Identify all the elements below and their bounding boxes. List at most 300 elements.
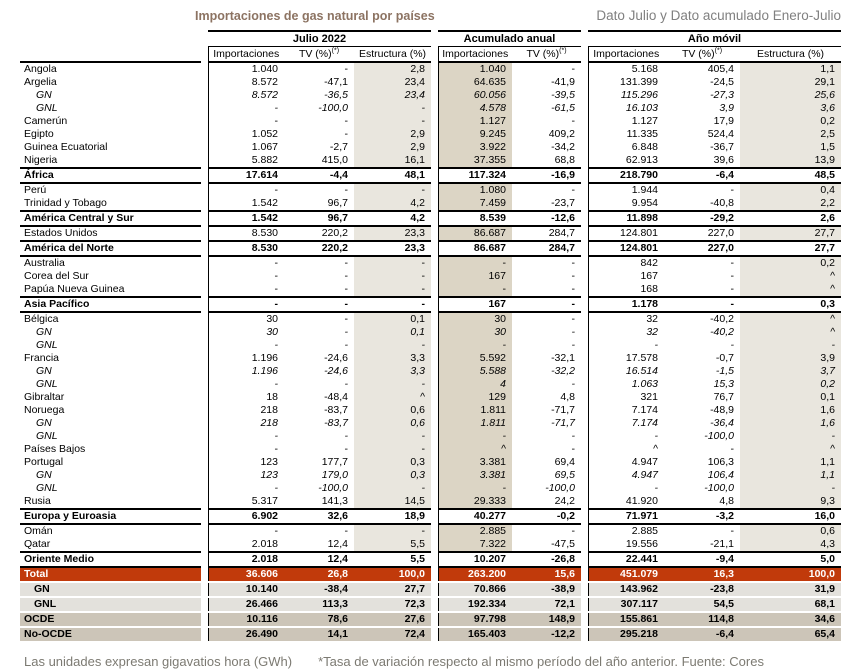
cell: 78,6 <box>284 612 354 627</box>
group-gap <box>581 597 588 612</box>
table-row <box>20 378 841 391</box>
cell: -36,4 <box>710 417 734 429</box>
cell: 69,4 <box>554 456 575 468</box>
cell: -26,8 <box>512 552 581 567</box>
row-label: GN <box>36 469 52 481</box>
cell: - <box>354 443 431 456</box>
cell: 409,2 <box>548 128 575 140</box>
cell: -0,2 <box>512 509 581 524</box>
cell: 23,3 <box>354 241 431 256</box>
group-gap <box>431 312 438 326</box>
table-row <box>20 597 841 612</box>
cell: 405,4 <box>707 63 734 75</box>
cell: - <box>571 378 575 390</box>
group-gap <box>431 102 438 115</box>
cell: 86.687 <box>438 241 512 256</box>
group-gap <box>431 582 438 597</box>
col-header-tv <box>664 47 740 63</box>
cell: -27,3 <box>710 89 734 101</box>
column-header-row <box>20 47 841 63</box>
cell: - <box>344 115 348 127</box>
group-gap <box>581 404 588 417</box>
cell: 0,2 <box>740 378 841 391</box>
cell: - <box>344 525 348 537</box>
cell: 39,6 <box>713 154 734 166</box>
row-label: Estados Unidos <box>24 227 98 239</box>
cell: 1.542 <box>208 197 284 211</box>
cell: 64.635 <box>438 76 512 89</box>
cell: 295.218 <box>588 627 664 641</box>
cell: 5.588 <box>438 365 512 378</box>
cell: 2.885 <box>588 524 664 538</box>
table-row <box>20 495 841 509</box>
group-gap <box>581 141 588 154</box>
cell: 1.052 <box>208 128 284 141</box>
cell: 18 <box>208 391 284 404</box>
cell: 1,6 <box>740 404 841 417</box>
cell: 13,9 <box>740 154 841 168</box>
cell: - <box>354 283 431 297</box>
cell: - <box>588 482 664 495</box>
cell: 27,7 <box>740 226 841 241</box>
group-gap <box>431 404 438 417</box>
cell: 2,8 <box>354 62 431 76</box>
tv-footnote-marker: (*) <box>331 47 340 55</box>
cell: - <box>438 339 512 352</box>
group-gap <box>201 443 208 456</box>
cell: - <box>344 326 348 338</box>
group-gap <box>431 89 438 102</box>
cell: 29.333 <box>438 495 512 509</box>
group-gap <box>201 102 208 115</box>
group-gap <box>201 482 208 495</box>
row-label: Egipto <box>24 128 54 140</box>
cell: -32,1 <box>551 352 575 364</box>
group-gap <box>431 524 438 538</box>
row-label: Omán <box>24 525 53 537</box>
col-header-tv <box>284 47 354 63</box>
cell: 17.614 <box>208 168 284 183</box>
cell: -38,4 <box>284 582 354 597</box>
cell: 5.882 <box>208 154 284 168</box>
cell: 40.277 <box>438 509 512 524</box>
cell: -61,5 <box>551 102 575 114</box>
cell: - <box>571 430 575 442</box>
group-gap <box>431 154 438 168</box>
cell: 23,4 <box>354 89 431 102</box>
group-gap <box>431 597 438 612</box>
group-gap <box>431 62 438 76</box>
cell: ^ <box>740 283 841 297</box>
cell: 2.018 <box>208 552 284 567</box>
cell: 5.168 <box>588 62 664 76</box>
cell: -41,9 <box>551 76 575 88</box>
cell: 5,5 <box>354 538 431 552</box>
cell: - <box>354 183 431 197</box>
group-gap <box>581 339 588 352</box>
group-gap <box>201 154 208 168</box>
cell: - <box>354 378 431 391</box>
name-column-header <box>20 47 201 63</box>
cell: 72,3 <box>354 597 431 612</box>
cell: -0,7 <box>715 352 734 364</box>
row-label: África <box>20 168 201 183</box>
cell: 3.381 <box>438 469 512 482</box>
group-gap <box>581 31 588 47</box>
group-header-julio: Julio 2022 <box>208 31 431 47</box>
cell: 97.798 <box>438 612 512 627</box>
cell: 60.056 <box>438 89 512 102</box>
col-header-estructura: Estructura (%) <box>354 47 431 63</box>
cell: 5.592 <box>438 352 512 365</box>
group-gap <box>431 326 438 339</box>
cell: ^ <box>740 326 841 339</box>
group-gap <box>431 365 438 378</box>
cell: -100,0 <box>318 102 348 114</box>
cell: 7.174 <box>588 417 664 430</box>
col-header-tv <box>512 47 581 63</box>
cell: 31,9 <box>740 582 841 597</box>
group-gap <box>201 297 208 312</box>
cell: 0,3 <box>740 297 841 312</box>
cell: 0,6 <box>354 417 431 430</box>
cell: 1,1 <box>740 62 841 76</box>
row-label: América del Norte <box>20 241 201 256</box>
cell: 321 <box>588 391 664 404</box>
group-gap <box>581 538 588 552</box>
cell: 1,1 <box>740 456 841 469</box>
cell: - <box>740 482 841 495</box>
group-gap <box>581 612 588 627</box>
group-gap <box>201 552 208 567</box>
row-label: Europa y Euroasia <box>20 509 201 524</box>
cell: 26,8 <box>284 567 354 582</box>
table-row <box>20 404 841 417</box>
cell: 218.790 <box>588 168 664 183</box>
cell: 27,7 <box>740 241 841 256</box>
cell: 6.848 <box>588 141 664 154</box>
group-gap <box>201 62 208 76</box>
cell: 11.335 <box>588 128 664 141</box>
group-gap <box>431 297 438 312</box>
cell: 415,0 <box>321 154 348 166</box>
group-gap <box>201 456 208 469</box>
group-gap <box>581 62 588 76</box>
row-label: Perú <box>24 184 47 196</box>
cell: 124.801 <box>588 226 664 241</box>
table-row <box>20 365 841 378</box>
cell: 10.207 <box>438 552 512 567</box>
cell: 16.103 <box>588 102 664 115</box>
cell: - <box>354 430 431 443</box>
cell: 0,1 <box>740 391 841 404</box>
cell: - <box>208 297 284 312</box>
cell: 1,6 <box>740 417 841 430</box>
cell: - <box>354 297 431 312</box>
cell: 16,1 <box>354 154 431 168</box>
table-row <box>20 168 841 183</box>
cell: - <box>208 443 284 456</box>
col-header-importaciones: Importaciones <box>588 47 664 63</box>
row-label: Total <box>20 567 201 582</box>
variation-source-note: *Tasa de variación respecto al mismo período del año anterior. Fuente: Cores <box>318 654 764 669</box>
cell: ^ <box>354 391 431 404</box>
table-row <box>20 183 841 197</box>
cell: 155.861 <box>588 612 664 627</box>
table-row <box>20 256 841 270</box>
group-gap <box>201 197 208 211</box>
group-gap <box>201 76 208 89</box>
table-row <box>20 417 841 430</box>
group-gap <box>201 495 208 509</box>
table-row <box>20 115 841 128</box>
table-row <box>20 270 841 283</box>
cell: 22.441 <box>588 552 664 567</box>
cell: 0,6 <box>740 524 841 538</box>
cell: -47,5 <box>551 538 575 550</box>
cell: 0,6 <box>354 404 431 417</box>
cell: 71.971 <box>588 509 664 524</box>
cell: 69,5 <box>554 469 575 481</box>
group-gap <box>431 495 438 509</box>
row-label: Nigeria <box>24 154 58 166</box>
cell: 1.067 <box>208 141 284 154</box>
cell: 167 <box>438 270 512 283</box>
cell: - <box>354 115 431 128</box>
cell: - <box>571 184 575 196</box>
group-gap <box>431 430 438 443</box>
cell: 27,7 <box>354 582 431 597</box>
group-gap <box>201 283 208 297</box>
row-label: Países Bajos <box>24 443 86 455</box>
group-gap <box>431 509 438 524</box>
group-gap <box>431 128 438 141</box>
group-gap <box>431 552 438 567</box>
table-row <box>20 312 841 326</box>
cell: - <box>730 339 734 351</box>
cell: 1,5 <box>740 141 841 154</box>
cell: 0,3 <box>354 456 431 469</box>
cell: - <box>344 430 348 442</box>
cell: -3,2 <box>664 509 740 524</box>
row-label: GN <box>36 326 52 338</box>
cell: 7.459 <box>438 197 512 211</box>
cell: ^ <box>588 443 664 456</box>
table-row <box>20 352 841 365</box>
cell: 16,3 <box>664 567 740 582</box>
cell: - <box>208 256 284 270</box>
cell: 96,7 <box>284 211 354 226</box>
cell: 23,3 <box>354 226 431 241</box>
cell: 168 <box>588 283 664 297</box>
group-gap <box>581 168 588 183</box>
cell: 11.898 <box>588 211 664 226</box>
group-header-acumulado: Acumulado anual <box>438 31 581 47</box>
cell: 2,9 <box>354 141 431 154</box>
cell: 143.962 <box>588 582 664 597</box>
cell: 1.040 <box>208 62 284 76</box>
group-gap <box>201 256 208 270</box>
row-label: Gibraltar <box>24 391 65 403</box>
group-gap <box>581 469 588 482</box>
cell: 1.080 <box>438 183 512 197</box>
group-gap <box>201 365 208 378</box>
table-row <box>20 241 841 256</box>
name-column-header <box>20 31 201 47</box>
cell: -100,0 <box>704 430 734 442</box>
cell: 123 <box>208 456 284 469</box>
row-label: Argelia <box>24 76 57 88</box>
cell: 32,6 <box>284 509 354 524</box>
cell: 263.200 <box>438 567 512 582</box>
table-row <box>20 211 841 226</box>
cell: - <box>571 257 575 269</box>
cell: 1.944 <box>588 183 664 197</box>
cell: 7.322 <box>438 538 512 552</box>
cell: 218 <box>208 417 284 430</box>
row-label: Asia Pacífico <box>20 297 201 312</box>
group-gap <box>581 456 588 469</box>
cell: - <box>208 270 284 283</box>
group-gap <box>201 430 208 443</box>
cell: 842 <box>588 256 664 270</box>
cell: 284,7 <box>548 227 575 239</box>
cell: - <box>438 256 512 270</box>
cell: 284,7 <box>512 241 581 256</box>
cell: 72,1 <box>512 597 581 612</box>
cell: 30 <box>208 312 284 326</box>
cell: -36,5 <box>324 89 348 101</box>
cell: 62.913 <box>588 154 664 168</box>
tv-footnote-marker: (*) <box>559 47 567 55</box>
group-gap <box>581 115 588 128</box>
row-label: No-OCDE <box>20 627 201 641</box>
tv-label: TV (%) <box>681 48 715 60</box>
cell: 141,3 <box>321 495 348 507</box>
row-label: GN <box>36 89 52 101</box>
cell: -6,4 <box>664 168 740 183</box>
row-label: OCDE <box>20 612 201 627</box>
cell: -40,2 <box>710 326 734 338</box>
cell: -32,2 <box>551 365 575 377</box>
table-row <box>20 89 841 102</box>
group-gap <box>581 430 588 443</box>
group-gap <box>431 378 438 391</box>
table-row <box>20 391 841 404</box>
cell: 30 <box>438 312 512 326</box>
group-gap <box>581 76 588 89</box>
cell: - <box>354 482 431 495</box>
cell: 4,8 <box>719 495 734 507</box>
table-row <box>20 430 841 443</box>
table-row <box>20 141 841 154</box>
group-gap <box>581 270 588 283</box>
group-gap <box>201 627 208 641</box>
cell: 5,5 <box>354 552 431 567</box>
cell: 1.196 <box>208 352 284 365</box>
cell: 451.079 <box>588 567 664 582</box>
cell: - <box>344 339 348 351</box>
table-row <box>20 567 841 582</box>
table-row <box>20 469 841 482</box>
cell: 131.399 <box>588 76 664 89</box>
cell: -39,5 <box>551 89 575 101</box>
cell: 148,9 <box>512 612 581 627</box>
cell: 6.902 <box>208 509 284 524</box>
cell: 179,0 <box>321 469 348 481</box>
group-gap <box>201 270 208 283</box>
cell: - <box>354 339 431 352</box>
group-gap <box>201 339 208 352</box>
group-gap <box>581 482 588 495</box>
cell: -34,2 <box>551 141 575 153</box>
cell: - <box>740 430 841 443</box>
row-label: GN <box>36 365 52 377</box>
group-gap <box>431 256 438 270</box>
group-gap <box>431 211 438 226</box>
group-gap <box>581 365 588 378</box>
cell: -38,9 <box>512 582 581 597</box>
cell: - <box>208 430 284 443</box>
row-label: Francia <box>24 352 60 364</box>
table-row <box>20 197 841 211</box>
cell: 37.355 <box>438 154 512 168</box>
group-gap <box>201 524 208 538</box>
row-label: GNL <box>36 482 58 494</box>
cell: 18,9 <box>354 509 431 524</box>
cell: 7.174 <box>588 404 664 417</box>
cell: 15,6 <box>512 567 581 582</box>
group-gap <box>201 211 208 226</box>
col-header-importaciones: Importaciones <box>208 47 284 63</box>
cell: 8.572 <box>208 76 284 89</box>
cell: 4 <box>438 378 512 391</box>
cell: - <box>344 128 348 140</box>
cell: 2.018 <box>208 538 284 552</box>
group-gap <box>431 443 438 456</box>
group-gap <box>201 612 208 627</box>
cell: 4,3 <box>740 538 841 552</box>
cell: -48,9 <box>710 404 734 416</box>
group-gap <box>201 168 208 183</box>
cell: -24,5 <box>710 76 734 88</box>
cell: 2,5 <box>740 128 841 141</box>
group-gap <box>201 128 208 141</box>
cell: -9,4 <box>664 552 740 567</box>
cell: 30 <box>438 326 512 339</box>
imports-table-body <box>20 62 841 641</box>
tv-label: TV (%) <box>298 48 332 60</box>
table-row <box>20 297 841 312</box>
cell: 113,3 <box>284 597 354 612</box>
row-label: Bélgica <box>24 313 59 325</box>
group-gap <box>431 197 438 211</box>
group-gap <box>201 567 208 582</box>
cell: 0,1 <box>354 312 431 326</box>
cell: 14,5 <box>354 495 431 509</box>
group-gap <box>581 102 588 115</box>
cell: - <box>730 270 734 282</box>
cell: - <box>730 525 734 537</box>
cell: 117.324 <box>438 168 512 183</box>
cell: -12,2 <box>512 627 581 641</box>
row-label: Qatar <box>24 538 51 550</box>
group-gap <box>581 391 588 404</box>
imports-table <box>20 30 841 641</box>
group-gap <box>581 627 588 641</box>
cell: - <box>344 63 348 75</box>
table-row <box>20 538 841 552</box>
